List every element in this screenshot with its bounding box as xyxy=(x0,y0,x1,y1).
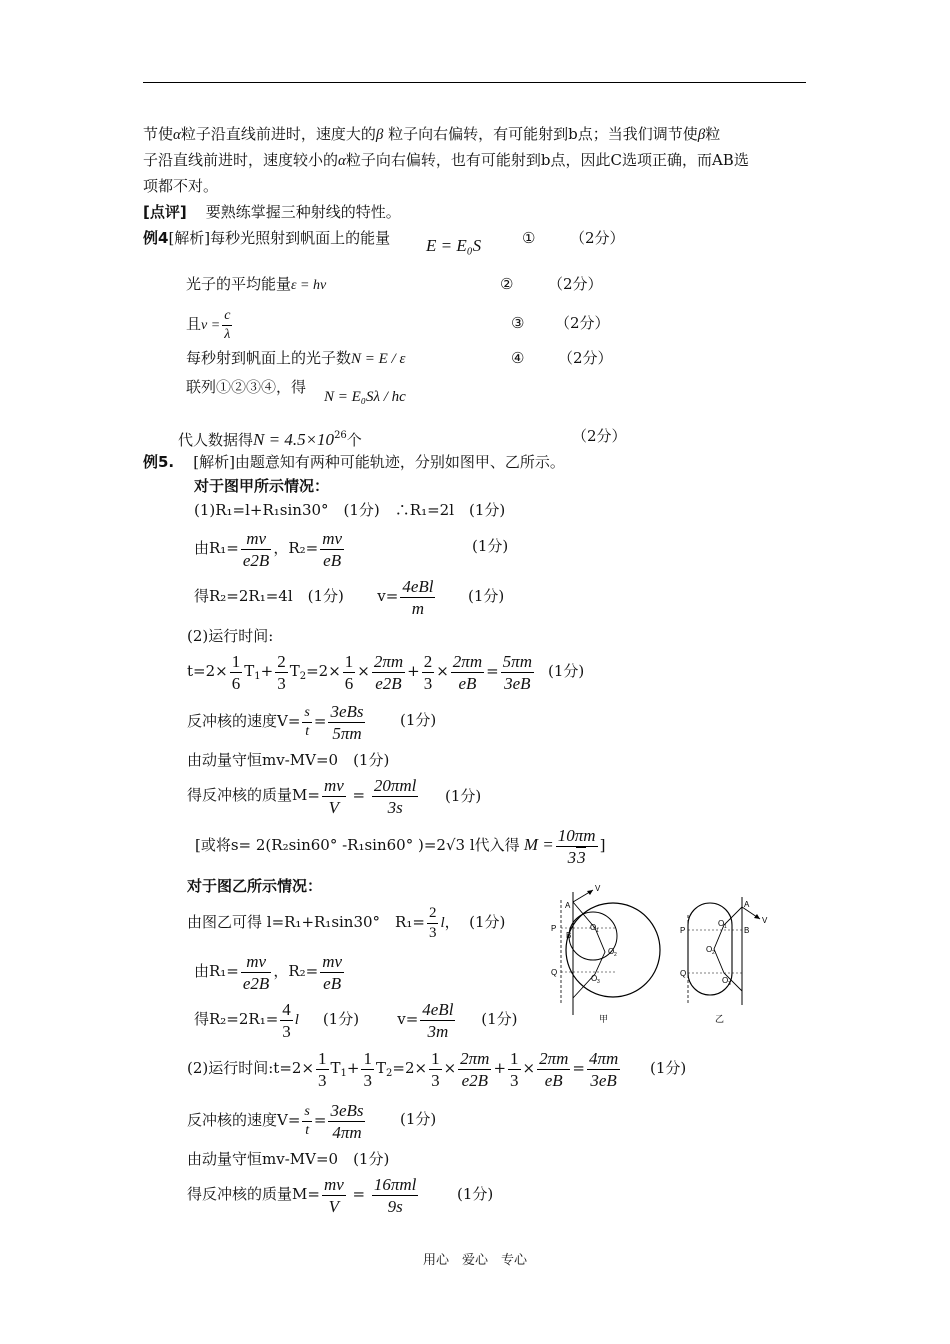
label-O1-yi: O xyxy=(718,919,725,928)
label-O2-sub: 2 xyxy=(614,952,617,958)
label-Q: Q xyxy=(551,968,558,977)
label-Q-yi: Q xyxy=(680,969,687,978)
ex5-case2-title: 对于图乙所示情况： xyxy=(187,877,323,895)
label-B: B xyxy=(566,931,572,940)
ex5-c1-line5: t=2× $\frac{1}{6}$ $T_1+$ $\frac{2}{3}$ $T_2=2\times$ $\frac{1}{6}$ × $\frac{2\pi m}{e2B}$ + $\frac{2}{3}$ × $\frac{2\pi m}{eB}$ = $\frac{5\pi m}{3eB}$ xyxy=(187,651,532,693)
ex5-c1-line3: 得R₂=2R₁=4l (1分) v= $\frac{\text{4eBl}}{m}$ xyxy=(194,576,434,618)
ex4-line-2: 光子的平均能量ε = hν xyxy=(186,275,327,293)
label-P: P xyxy=(551,924,557,933)
ex4-mark1: ① xyxy=(522,229,536,247)
label-B-yi: B xyxy=(744,926,750,935)
velocity-arrowhead-yi xyxy=(754,914,760,919)
label-O1: O xyxy=(590,923,597,932)
ex4-mark4: ④ xyxy=(511,349,525,367)
ex4-line-1: 例4[解析]每秒光照射到帆面上的能量 xyxy=(143,229,391,247)
ex4-score3: （2分） xyxy=(555,314,610,332)
label-O1-sub-yi: 1 xyxy=(724,924,727,930)
ex4-score4: （2分） xyxy=(558,349,613,367)
radius-lines xyxy=(573,902,605,998)
ex5-c2-line1: 由图乙可得 l=R₁+R₁sin30° R₁= $\frac{2}{3}$ l， (1分) xyxy=(187,904,506,941)
caption-jia: 甲 xyxy=(599,1014,609,1024)
para-line-3: 项都不对。 xyxy=(143,177,219,195)
trajectory-figure-jia xyxy=(545,880,670,1030)
para-line-2: 子沿直线前进时，速度较小的α粒子向右偏转，也有可能射到b点，因此C选项正确，而AB选 xyxy=(143,151,749,169)
header-rule xyxy=(143,82,806,83)
caption-yi: 乙 xyxy=(715,1014,725,1024)
ex5-c2-score5: (1分) xyxy=(400,1110,437,1128)
label-O3-yi: O xyxy=(722,976,729,985)
ex5-c2-line7: 得反冲核的质量M= $\frac{mv}{V}$ = $\frac{\text{16πml}}{9s}$ xyxy=(187,1174,417,1216)
ex5-c1-score6: (1分) xyxy=(400,711,437,729)
ex5-c1-line4: (2)运行时间: xyxy=(187,627,274,645)
ex5-case1-title: 对于图甲所示情况： xyxy=(194,477,330,495)
label-P-yi: P xyxy=(680,926,686,935)
ex5-c2-line2: 由R₁= $\frac{mv}{e2B}$ ，R₂= $\frac{mv}{eB}$ xyxy=(194,951,343,993)
trajectory-figure-yi xyxy=(680,895,775,1030)
label-V: V xyxy=(595,884,601,893)
ex5-c2-line6: 由动量守恒mv-MV=0 (1分) xyxy=(187,1150,390,1168)
ex5-c1-score3: (1分) xyxy=(468,587,505,605)
label-O3: O xyxy=(591,974,598,983)
ex5-c1-line8: 得反冲核的质量M= $\frac{mv}{V}$ = $\frac{\text{20πml}}{3s}$ xyxy=(187,775,417,817)
ex4-score2: （2分） xyxy=(548,275,603,293)
label-O3-sub-yi: 3 xyxy=(728,981,731,987)
label-A: A xyxy=(565,901,571,910)
label-A-yi: A xyxy=(744,900,750,909)
ex5-c2-score7: (1分) xyxy=(457,1185,494,1203)
para-line-1: 节使α粒子沿直线前进时，速度大的β 粒子向右偏转，有可能射到b点；当我们调节使β粒 xyxy=(143,125,721,143)
paragraph-continuation xyxy=(143,122,808,199)
ex4-line-6: 代人数据得$N = 4.5\times 10^{26}$个 xyxy=(178,430,362,449)
label-O3-sub: 3 xyxy=(597,979,600,985)
ex5-c1-score5: (1分) xyxy=(548,662,585,680)
ex5-c1-line9: [或将s= 2(R₂sin60° -R₁sin60° )=2√3 l代入得 M = $\frac{10\pi m}{33}$ ] xyxy=(195,825,606,867)
ex5-c2-line3: 得R₂=2R₁= $\frac{4}{3}$ l (1分) v= $\frac{\text{4eBl}}{3m}$ (1分) xyxy=(194,999,518,1041)
label-O2-yi: O xyxy=(706,945,713,954)
ex5-c1-score8: (1分) xyxy=(445,787,482,805)
page-footer: 用心 爱心 专心 xyxy=(422,1253,527,1268)
ex5-c1-line6: 反冲核的速度V= $\frac{s}{t}$ = $\frac{\text{3eBs}}{5\pi m}$ xyxy=(187,701,364,743)
ex5-c2-line5: 反冲核的速度V= $\frac{s}{t}$ = $\frac{\text{3eBs}}{4\pi m}$ xyxy=(187,1100,364,1142)
ex5-c2-line4: (2)运行时间:t=2× $\frac{1}{3}$ $T_1+$ $\frac{1}{3}$ $T_2=2\times$ $\frac{1}{3}$ × $\frac{2\pi m}{e2B}$ + $\frac{1}{3}$ × $\frac{2\pi m}{eB}$ = $\frac{4\pi m}{3eB}$ xyxy=(187,1048,619,1090)
comment-line: [点评] 要熟练掌握三种射线的特性。 xyxy=(143,203,401,221)
ex4-line-5: 联列①②③④，得 xyxy=(186,378,307,396)
ex4-eq1: E = E₀S xyxy=(426,236,482,255)
label-O2-sub-yi: 2 xyxy=(712,950,715,956)
velocity-arrowhead xyxy=(587,890,593,895)
ex4-mark2: ② xyxy=(500,275,514,293)
ex5-c1-score2: (1分) xyxy=(472,537,509,555)
ex4-line-3: 且ν = $\frac{c}{\lambda}$ xyxy=(186,307,231,342)
ex4-mark3: ③ xyxy=(511,314,525,332)
label-O2: O xyxy=(608,947,615,956)
ex5-c1-line1: (1)R₁=l+R₁sin30° (1分) ∴R₁=2l (1分) xyxy=(194,501,506,519)
ex4-score6: （2分） xyxy=(572,427,627,445)
ex5-c1-line7: 由动量守恒mv-MV=0 (1分) xyxy=(187,751,390,769)
ex4-line-4: 每秒射到帆面上的光子数N = E / ε xyxy=(186,349,406,367)
ex5-c2-score4: (1分) xyxy=(650,1059,687,1077)
label-V-yi: V xyxy=(762,916,768,925)
ex4-score1: （2分） xyxy=(570,229,625,247)
ex5-line-head: 例5. [解析]由题意知有两种可能轨迹，分别如图甲、乙所示。 xyxy=(143,453,565,471)
ex4-eq5: N = E₀Sλ / hc xyxy=(324,389,406,405)
label-O1-sub: 1 xyxy=(596,928,599,934)
ex5-c1-line2: 由R₁= $\frac{mv}{e2B}$ ，R₂= $\frac{mv}{eB}$ xyxy=(194,528,343,570)
